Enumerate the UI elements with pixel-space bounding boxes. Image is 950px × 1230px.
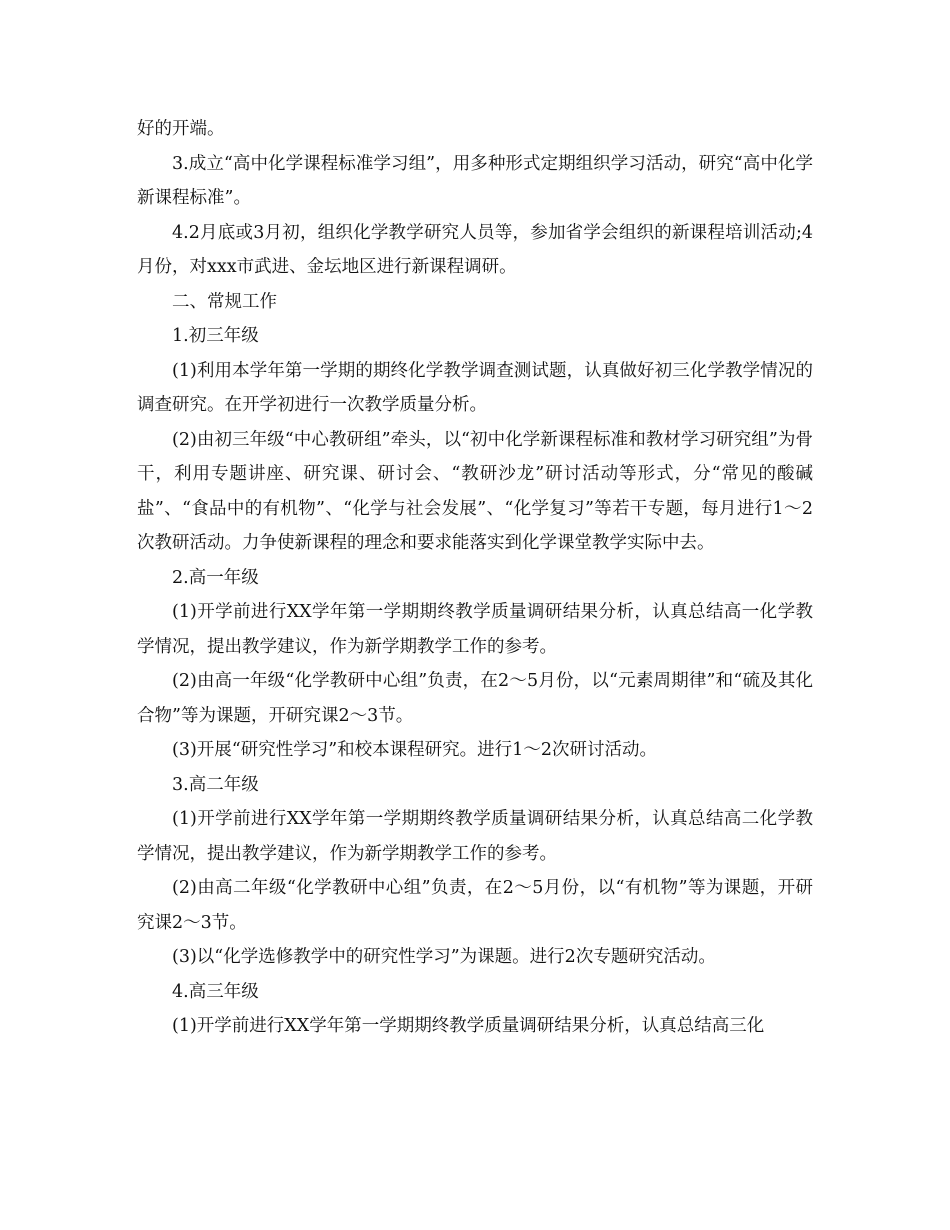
- paragraph-14: (3)以“化学选修教学中的研究性学习”为课题。进行2次专题研究活动。: [172, 947, 716, 967]
- document-body: [137, 112, 813, 1044]
- subheading-grade-12: 4.高三年级: [172, 981, 259, 1002]
- subheading-grade-9: 1.初三年级: [172, 326, 259, 346]
- paragraph-2: 4.2月底或3月初，组织化学教学研究人员等，参加省学会组织的新课程培训活动;4月份，对xxx市武进、金坛地区进行新课程调研。: [137, 222, 813, 277]
- paragraph-10: (3)开展“研究性学习”和校本课程研究。进行1～2次研讨活动。: [172, 740, 657, 760]
- paragraph-12: (1)开学前进行XX学年第一学期期终教学质量调研结果分析，认真总结高二化学教学情况，提出教学建议，作为新学期教学工作的参考。: [137, 809, 813, 864]
- paragraph-16: (1)开学前进行XX学年第一学期期终教学质量调研结果分析，认真总结高三化: [172, 1016, 765, 1036]
- paragraph-9: (2)由高一年级“化学教研中心组”负责，在2～5月份，以“元素周期律”和“硫及其化合物”等为课题，开研究课2～3节。: [137, 671, 813, 726]
- paragraph-13: (2)由高二年级“化学教研中心组”负责，在2～5月份，以“有机物”等为课题，开研究课2～3节。: [137, 878, 813, 933]
- subheading-grade-11: 3.高二年级: [172, 774, 259, 795]
- paragraph-0: 好的开端。: [137, 119, 225, 139]
- subheading-grade-10: 2.高一年级: [172, 567, 259, 588]
- paragraph-1: 3.成立“高中化学课程标准学习组”，用多种形式定期组织学习活动，研究“高中化学新课程标准”。: [137, 153, 813, 208]
- paragraph-6: (2)由初三年级“中心教研组”牵头，以“初中化学新课程标准和教材学习研究组”为骨干，利用专题讲座、研究课、研讨会、“教研沙龙”研讨活动等形式，分“常见的酸碱盐”、“食品中的有机物”、“化学与社会发展”、“化学复习”等若干专题，每月进行1～2次教研活动。力争使新课程的理念和要求能落实到化学课堂教学实际中去。: [137, 429, 813, 553]
- paragraph-5: (1)利用本学年第一学期的期终化学教学调查测试题，认真做好初三化学教学情况的调查研究。在开学初进行一次教学质量分析。: [137, 360, 813, 415]
- paragraph-8: (1)开学前进行XX学年第一学期期终教学质量调研结果分析，认真总结高一化学教学情况，提出教学建议，作为新学期教学工作的参考。: [137, 602, 813, 657]
- section-heading-routine-work: 二、常规工作: [172, 291, 277, 312]
